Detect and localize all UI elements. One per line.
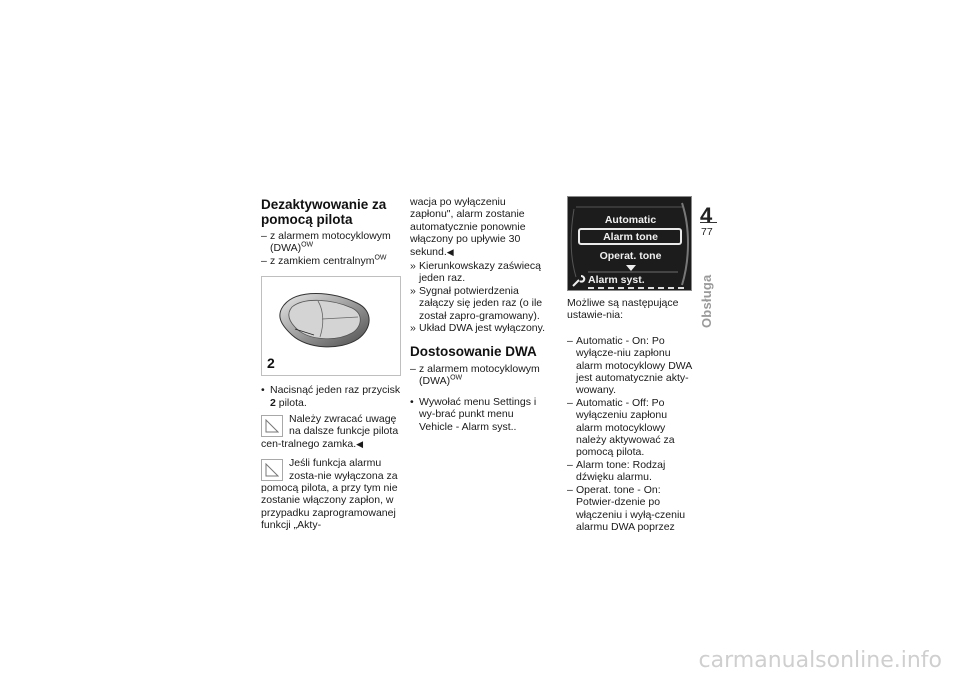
scroll-down-icon <box>626 265 636 271</box>
list-item: – Automatic - Off: Po wyłączeniu zapłonu alarm motocyklowy należy aktywować za pomocą pilota. <box>567 397 692 459</box>
note-icon <box>261 459 283 481</box>
column-1 <box>261 196 401 532</box>
remote-key-icon <box>262 277 400 375</box>
note-2: Jeśli funkcja alarmu zosta-nie wyłączona za pomocą pilota, a przy tym nie zostanie włączony zapłon, w przypadku zaprogramowanej funkcji „Akty- <box>261 457 398 532</box>
result-item: » Kierunkowskazy zaświecą jeden raz. <box>410 260 550 285</box>
list-item: – Automatic - On: Po wyłącze-niu zapłonu alarm motocyklowy DWA jest automatycznie akty-wowany. <box>567 335 692 397</box>
note-1: Należy zwracać uwagę na dalsze funkcje pilota cen-tralnego zamka.◀ <box>261 413 399 450</box>
paragraph: Możliwe są następujące ustawie-nia: <box>567 297 679 322</box>
column-3 <box>567 196 692 533</box>
paragraph: wacja po wyłączeniu zapłonu", alarm zostanie automatycznie ponownie włączony po upływie 30 sekund.◀ <box>410 196 526 258</box>
figure-number: 2 <box>267 354 275 371</box>
list-item: • Wywołać menu Settings i wy-brać punkt menu Vehicle - Alarm syst.. <box>410 396 550 433</box>
column-2 <box>410 196 550 433</box>
result-item: » Sygnał potwierdzenia załączy się jeden raz (o ile został zapro-gramowany). <box>410 285 550 322</box>
list-item: – z alarmem motocyklowym (DWA)$^{OW}$ <box>261 230 401 255</box>
list-item: • Nacisnąć jeden raz przycisk 2 pilota. <box>261 384 401 409</box>
display-title-bar <box>568 272 693 290</box>
list-item: – z zamkiem centralnym$^{OW}$ <box>261 255 401 267</box>
menu-item-automatic: Automatic <box>604 214 657 226</box>
heading-disarm-remote: Dezaktywowanie za pomocą pilota <box>261 197 387 227</box>
display-screenshot <box>567 196 692 291</box>
chapter-number: 4 <box>700 203 713 228</box>
result-item: » Układ DWA jest wyłączony. <box>410 322 550 334</box>
divider <box>700 222 717 223</box>
display-title: Alarm syst. <box>588 274 645 286</box>
list-item: – Alarm tone: Rodzaj dźwięku alarmu. <box>567 459 692 484</box>
list-item: – z alarmem motocyklowym (DWA)$^{OW}$ <box>410 363 550 388</box>
remote-key-figure <box>261 276 401 376</box>
list-item: – Operat. tone - On: Potwier-dzenie po włączeniu i wyłą-czeniu alarmu DWA poprzez <box>567 484 692 534</box>
note-icon <box>261 415 283 437</box>
heading-dwa-settings: Dostosowanie DWA <box>410 344 537 360</box>
menu-item-operat-tone: Operat. tone <box>599 250 662 262</box>
watermark: carmanualsonline.info <box>698 648 942 673</box>
page-number: 77 <box>701 226 713 238</box>
menu-item-alarm-tone: Alarm tone <box>603 231 658 243</box>
chapter-tab: Obsługa <box>699 274 714 328</box>
wrench-icon <box>572 275 586 287</box>
display-underline <box>588 287 684 289</box>
